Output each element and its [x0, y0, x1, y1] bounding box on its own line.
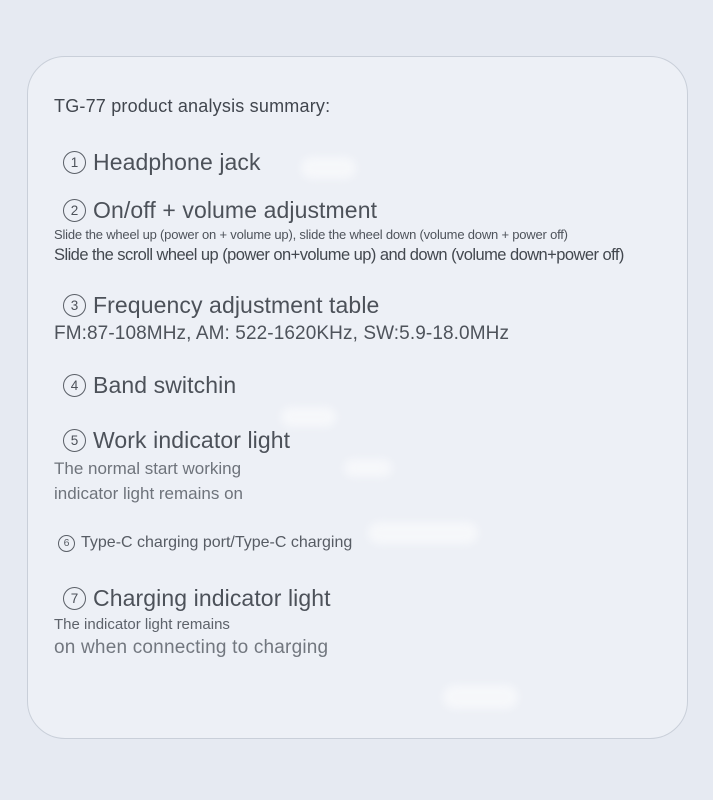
item-label: Frequency adjustment table — [93, 292, 380, 318]
circled-number-6-icon: 6 — [58, 535, 75, 552]
note-wheel-medium: Slide the scroll wheel up (power on+volume up) and down (volume down+power off) — [54, 246, 624, 264]
note-frequencies: FM:87-108MHz, AM: 522-1620KHz, SW:5.9-18.0MHz — [54, 323, 510, 344]
circled-number-2-icon: 2 — [63, 199, 86, 222]
item-work-indicator — [63, 424, 659, 456]
item-frequency-table — [63, 289, 659, 321]
note-wheel-small: Slide the wheel up (power on + volume up), slide the wheel down (volume down + power off) — [54, 227, 568, 242]
item-type-c-charging — [58, 532, 659, 554]
circled-number-5-icon: 5 — [63, 429, 86, 452]
circled-number-7-icon: 7 — [63, 587, 86, 610]
item-headphone-jack — [63, 146, 659, 178]
product-summary-card — [27, 56, 688, 739]
item-label: Work indicator light — [93, 427, 291, 453]
circled-number-4-icon: 4 — [63, 374, 86, 397]
note-work-indicator-line1: The normal start working — [54, 459, 242, 478]
note-charging-line2: on when connecting to charging — [54, 637, 329, 658]
item-label: Type-C charging port/Type-C charging — [81, 534, 353, 551]
item-label: Band switchin — [93, 372, 237, 398]
note-charging-line1: The indicator light remains — [54, 616, 230, 633]
item-label: On/off + volume adjustment — [93, 197, 378, 223]
note-work-indicator-line2: indicator light remains on — [54, 484, 243, 503]
item-on-off-volume — [63, 194, 659, 226]
card-title: TG-77 product analysis summary: — [54, 96, 331, 116]
circled-number-1-icon: 1 — [63, 151, 86, 174]
item-charging-indicator — [63, 582, 659, 614]
item-band-switching — [63, 369, 659, 401]
highlight-smudge — [443, 685, 518, 709]
circled-number-3-icon: 3 — [63, 294, 86, 317]
item-label: Headphone jack — [93, 149, 261, 175]
item-label: Charging indicator light — [93, 585, 331, 611]
